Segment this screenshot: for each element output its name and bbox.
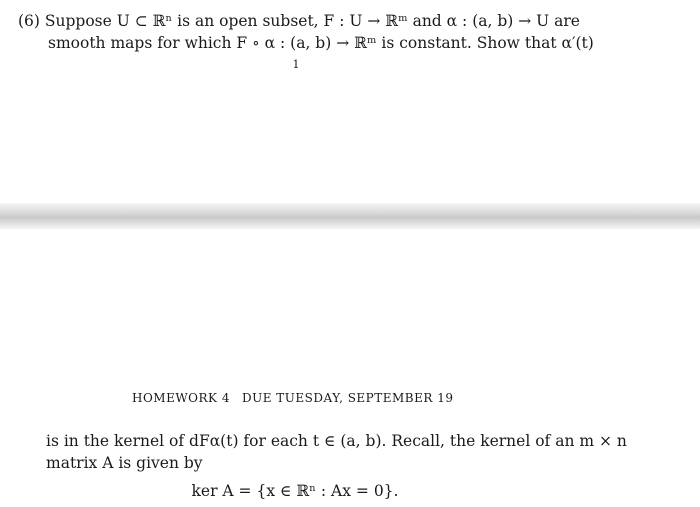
page-break-divider [0,203,700,229]
kernel-definition-equation: ker A = {x ∈ ℝⁿ : Ax = 0}. [191,482,399,500]
continuation-line-2: matrix A is given by [46,454,203,472]
problem-6-statement [18,10,678,54]
running-header [132,391,454,405]
problem-line-1: (6) Suppose U ⊂ ℝⁿ is an open subset, F : U → ℝᵐ and α : (a, b) → U are [18,12,580,30]
page-number: 1 [292,58,300,71]
running-header-title: HOMEWORK 4 [132,391,230,405]
problem-line-2: smooth maps for which F ∘ α : (a, b) → ℝᵐ is constant. Show that α′(t) [48,34,594,52]
problem-continuation [46,430,666,474]
running-header-due-date: DUE TUESDAY, SEPTEMBER 19 [241,391,454,405]
continuation-line-1: is in the kernel of dFα(t) for each t ∈ (a, b). Recall, the kernel of an m × n [46,432,627,450]
